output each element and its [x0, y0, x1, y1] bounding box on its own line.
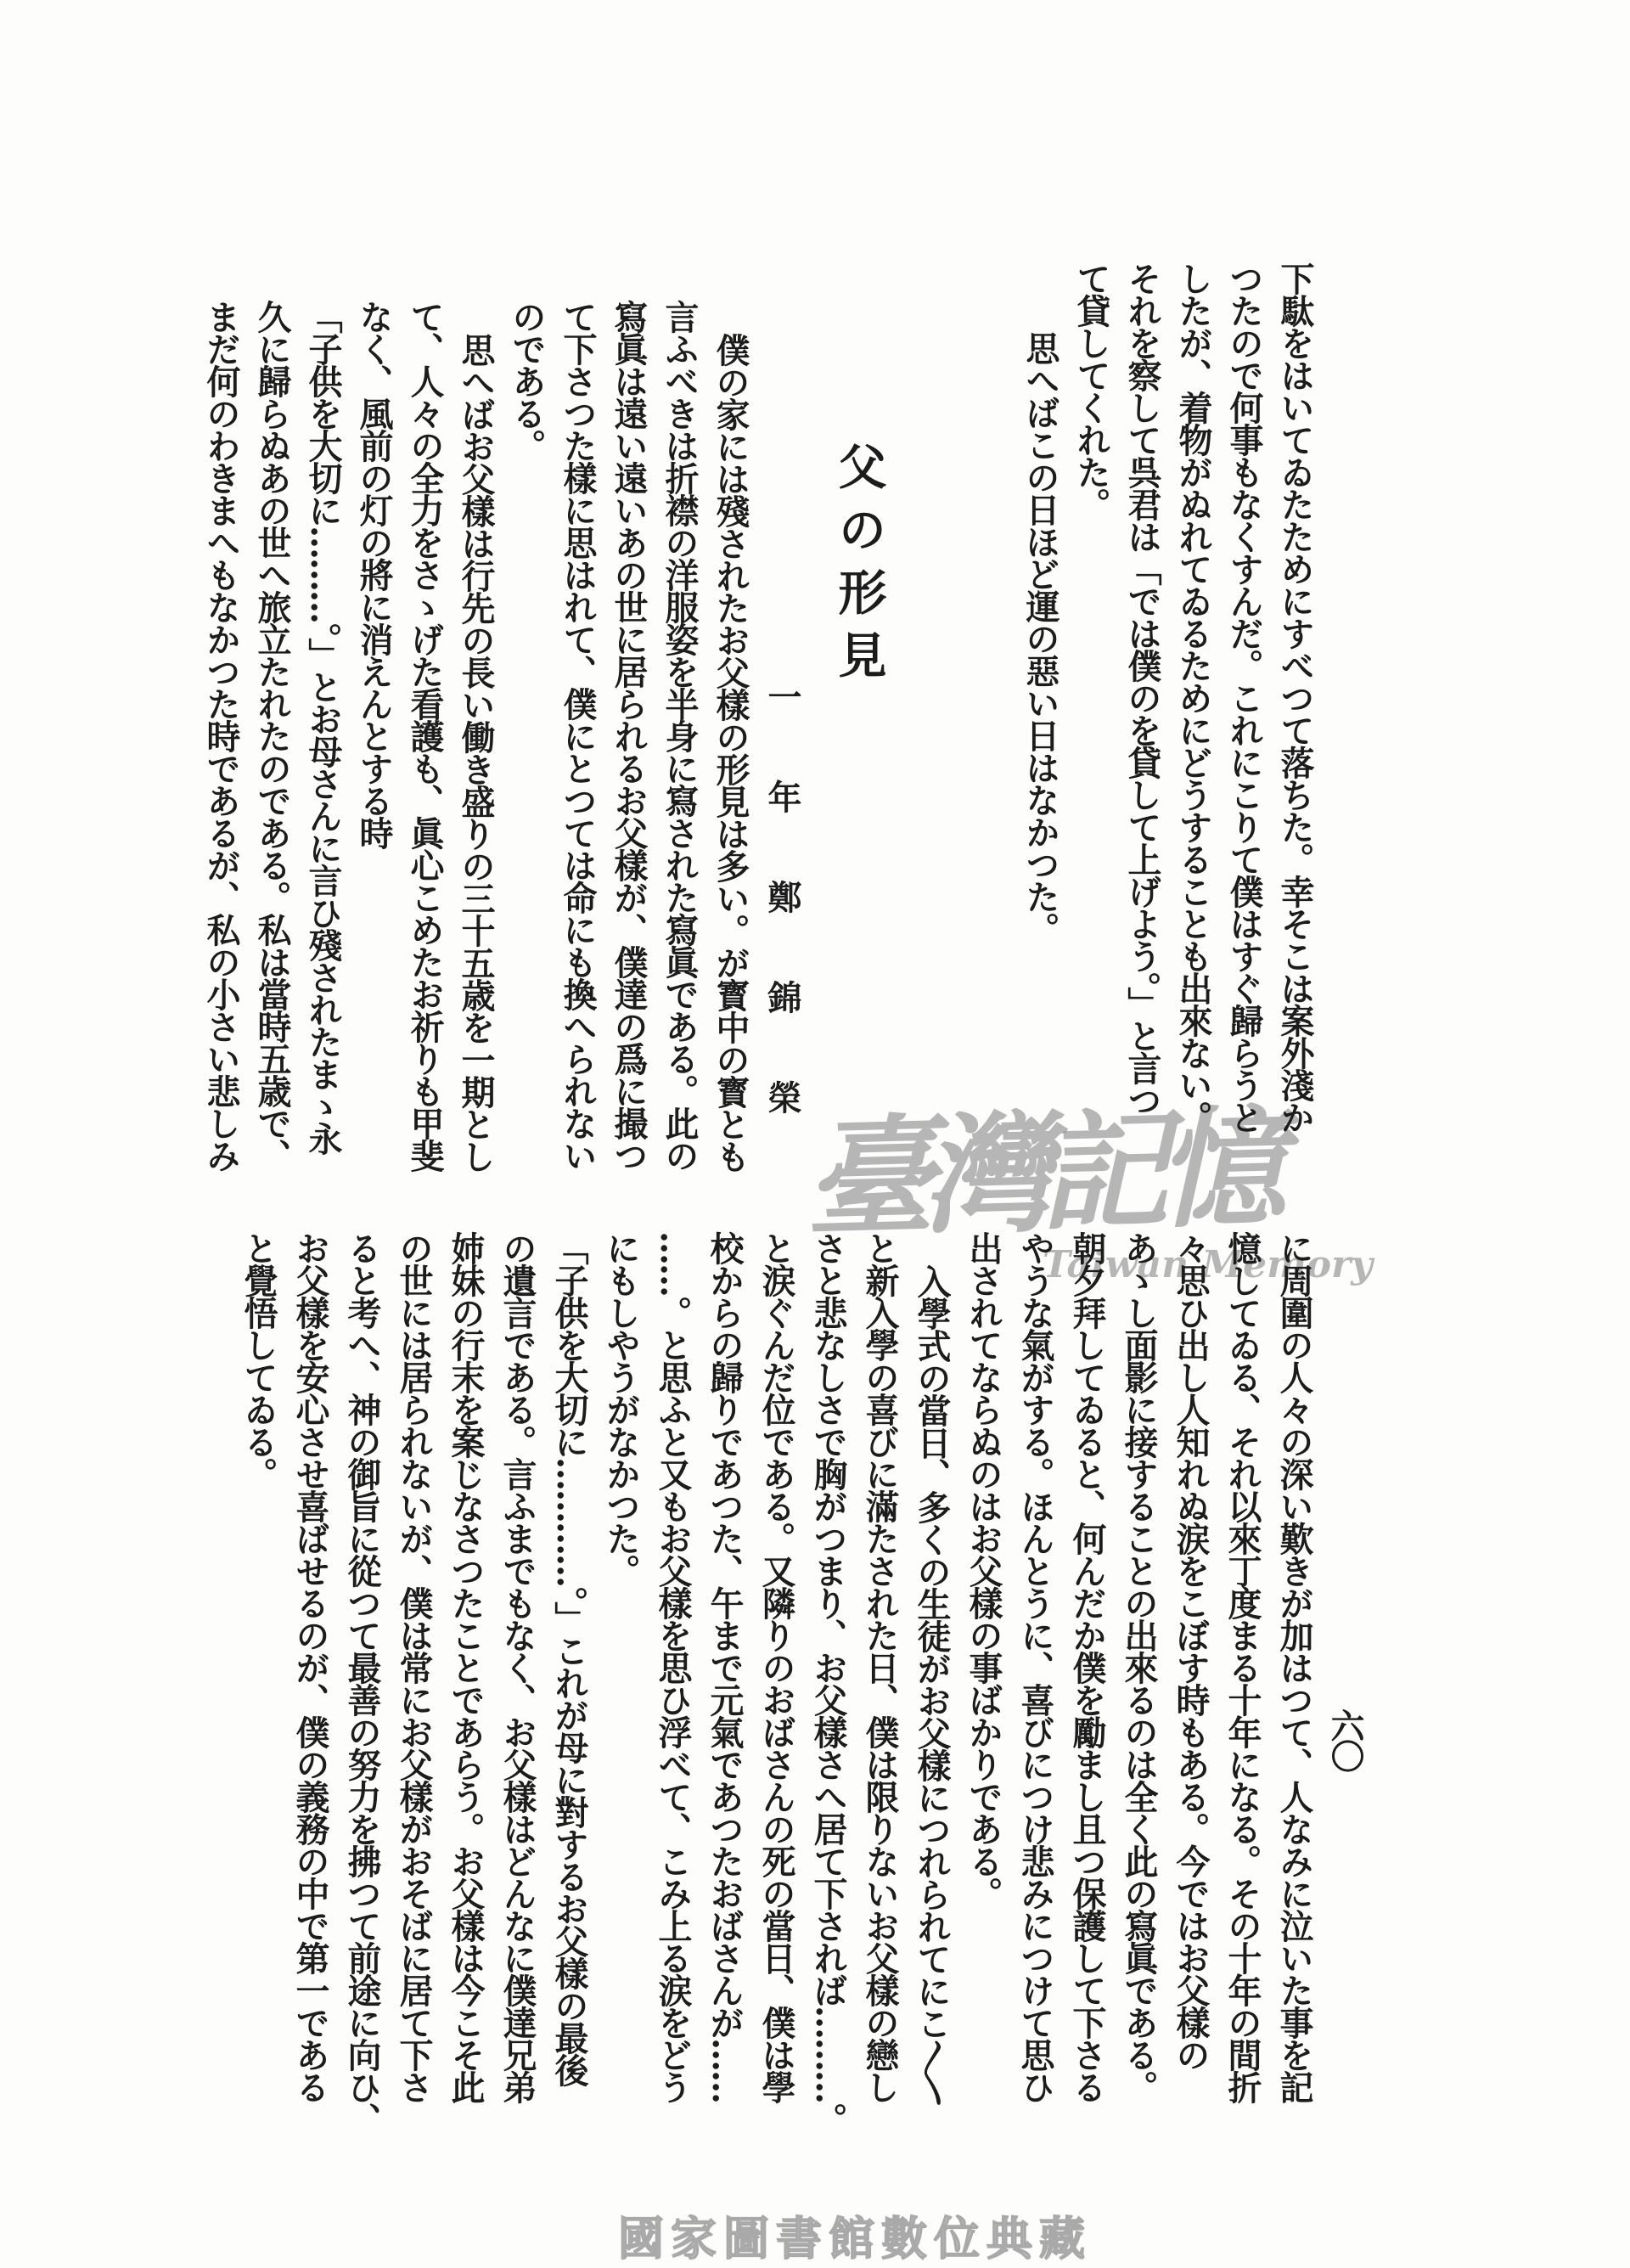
text-column: 姉妹の行末を案じなさつたことであらう。お父樣は今こそ此: [446, 1231, 486, 2102]
author-grade: 一年: [762, 679, 802, 880]
text-column: に周圍の人々の深い歎きが加はつて、人なみに泣いた事を記: [1274, 1231, 1314, 2102]
text-column: 下駄をはいてゐたためにすべつて落ちた。幸そこは案外淺か: [1275, 262, 1315, 1133]
author-byline: [762, 679, 802, 1180]
text-column: 言ふべきは折襟の洋服姿を半身に寫された寫眞である。此の: [660, 300, 700, 1171]
text-column: と涙ぐんだ位である。又隣りのおばさんの死の當日、僕は學: [756, 1231, 796, 2102]
text-column: 校からの歸りであつた、午まで元氣であつたおばさんが……: [705, 1231, 745, 2102]
footer-archive-label: 國家圖書館數位典藏: [618, 2211, 1092, 2265]
text-column: の遺言である。言ふまでもなく、お父樣はどんなに僕達兄弟: [497, 1231, 537, 2102]
text-column: 思へばこの日ほど運の惡い日はなかつた。: [1020, 331, 1060, 944]
text-column: て下さつた樣に思はれて、僕にとつては命にも換へられない: [558, 300, 598, 1171]
text-block-top-opening: [1015, 262, 1320, 1183]
text-column: なく、風前の灯の將に消えんとする時: [354, 300, 394, 848]
text-block-bottom-body: [233, 1231, 1320, 2135]
text-column: したが、着物がぬれてゐるためにどうすることも出來ない。: [1173, 262, 1213, 1133]
text-column: と新入學の喜びに滿たされた日、僕は限りないお父樣の戀し: [860, 1231, 900, 2102]
author-name: 鄭錦榮: [762, 880, 802, 1180]
page-number: 六〇: [1325, 1708, 1365, 1770]
text-column: さと悲なしさで胸がつまり、お父樣さへ居て下されば………。: [808, 1231, 848, 2135]
watermark-taiwan-memory-cjk: 臺灣記憶: [802, 1090, 1276, 1256]
text-column: まだ何のわきまへもなかつた時であるが、私の小さい悲しみ: [201, 300, 241, 1171]
text-column: 「子供を大切に…………。」これが母に對するお父樣の最後: [549, 1231, 589, 2085]
text-column: それを察して呉君は「では僕のを貸して上げよう。」と言つ: [1122, 262, 1162, 1116]
watermark-taiwan-memory-latin: Taiwan Memory: [1043, 1243, 1373, 1286]
text-column: 思へばお父樣は行先の長い働き盛りの三十五歳を一期とし: [456, 333, 496, 1172]
article-title: 父の形見: [830, 442, 887, 693]
text-column: と覺悟してゐる。: [239, 1231, 278, 1489]
text-column: 入學式の當日、多くの生徒がお父樣につれられてにこ〳〵: [912, 1264, 952, 2105]
text-column: ……。と思ふと又もお父樣を思ひ浮べて、こみ上る涙をどう: [653, 1231, 693, 2102]
text-column: の世には居られないが、僕は常にお父樣がおそばに居て下さ: [394, 1231, 434, 2102]
text-column: のである。: [507, 300, 547, 461]
text-column: て、人々の全力をさゝげた看護も、眞心こめたお祈りも甲斐: [405, 300, 445, 1171]
text-column: お父樣を安心させ喜ばせるのが、僕の義務の中で第一である: [290, 1231, 330, 2102]
text-column: 久に歸らぬあの世へ旅立たれたのである。私は當時五歳で、: [252, 300, 292, 1171]
text-column: 朝夕拜してゐると、何んだか僕を勵まし且つ保護して下さる: [1067, 1231, 1107, 2102]
text-column: 憶してゐる、それ以來丁度まる十年になる。その十年の間折: [1222, 1231, 1262, 2102]
text-column: て貸してくれた。: [1071, 262, 1111, 520]
text-column: 「子供を大切に………。」とお母さんに言ひ殘されたまゝ永: [303, 300, 343, 1154]
text-column: 寫眞は遠い遠いあの世に居られるお父樣が、僕達の爲に撮つ: [609, 300, 649, 1171]
text-column: 出されてならぬのはお父樣の事ばかりである。: [964, 1231, 1003, 1909]
text-column: ると考へ、神の御旨に從つて最善の努力を拂つて前途に向ひ、: [342, 1231, 382, 2135]
text-column: 僕の家には殘されたお父樣の形見は多い。が寳中の寳とも: [711, 333, 750, 1172]
text-column: にもしやうがなかつた。: [601, 1231, 641, 1586]
text-column: 々思ひ出し人知れぬ涙をこぼす時もある。今ではお父樣の: [1171, 1231, 1211, 2070]
text-column: やうな氣がする。ほんとうに、喜びにつけ悲みにつけて思ひ: [1015, 1231, 1055, 2102]
text-column: あゝし面影に接することの出來るのは全く此の寫眞である。: [1119, 1231, 1159, 2102]
text-block-top-body: [195, 300, 756, 1200]
text-column: つたので何事もなくすんだ。これにこりて僕はすぐ歸らうと: [1224, 262, 1264, 1133]
